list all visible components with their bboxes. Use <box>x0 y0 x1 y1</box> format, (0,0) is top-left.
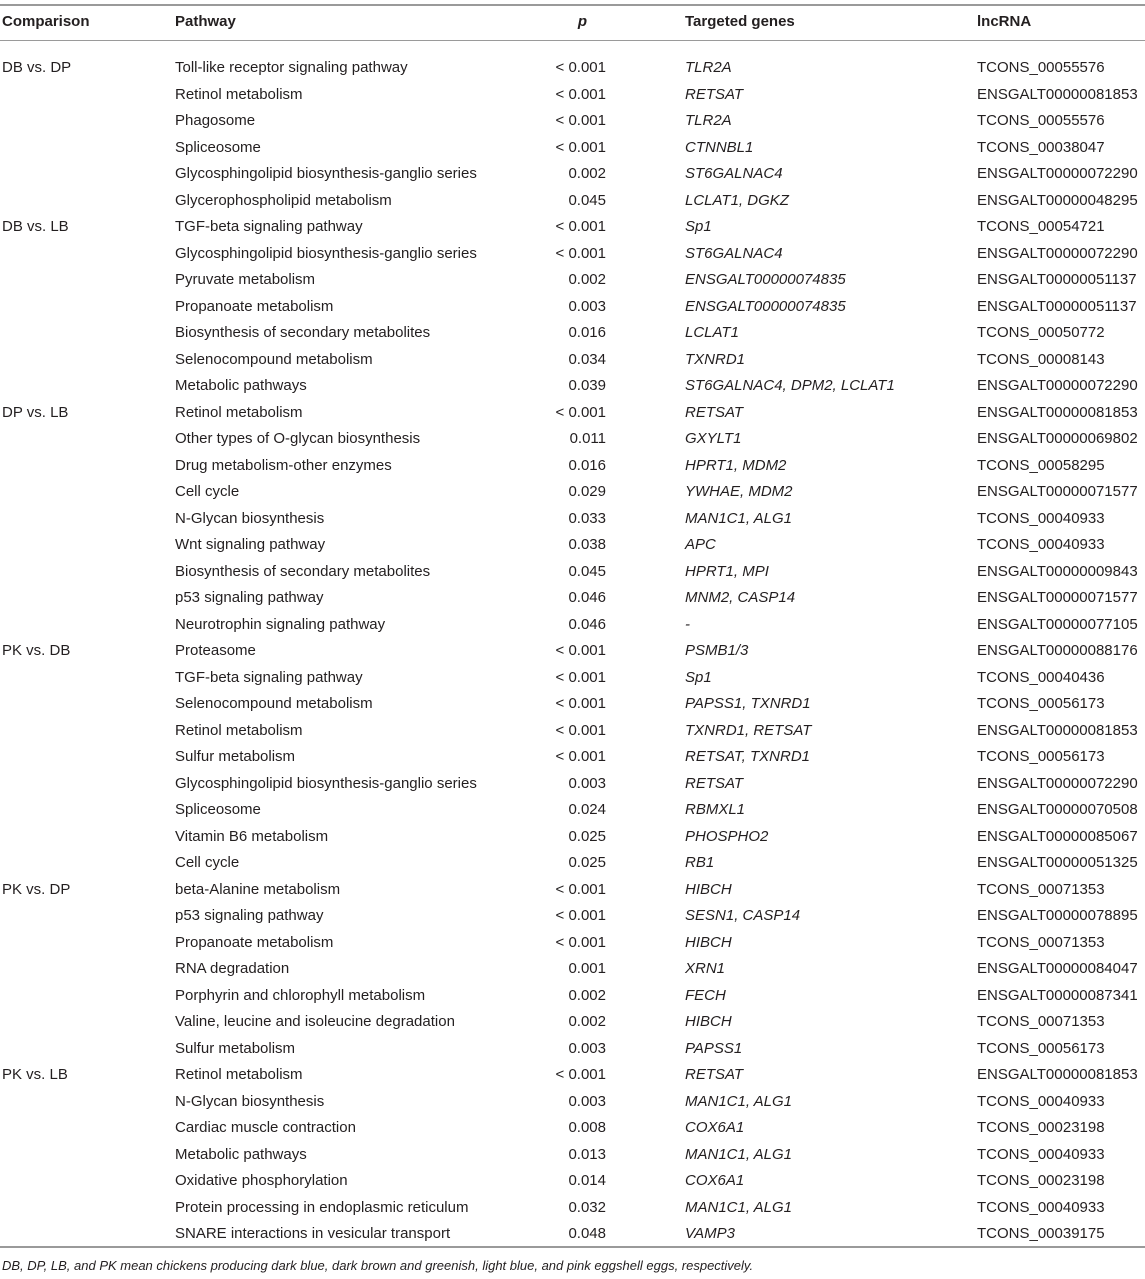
cell-pathway: Biosynthesis of secondary metabolites <box>175 562 431 580</box>
cell-p-value: 0.045 <box>568 562 606 580</box>
cell-targeted-genes: SESN1, CASP14 <box>685 907 801 924</box>
table-row <box>0 1089 1145 1116</box>
cell-pathway: Sulfur metabolism <box>175 748 296 765</box>
cell-comparison: DB vs. DP <box>2 59 72 76</box>
table-row <box>0 1142 1145 1169</box>
cell-pathway: Biosynthesis of secondary metabolites <box>175 324 431 341</box>
cell-p-value: 0.046 <box>568 589 606 606</box>
cell-lncrna: TCONS_00023198 <box>977 1172 1105 1189</box>
cell-targeted-genes: RB1 <box>685 854 715 871</box>
cell-pathway: Spliceosome <box>175 138 261 156</box>
cell-p-value: 0.024 <box>568 801 606 818</box>
cell-lncrna: ENSGALT00000072290 <box>977 244 1138 262</box>
cell-p-value: < 0.001 <box>555 112 606 129</box>
cell-lncrna: ENSGALT00000085067 <box>977 827 1138 845</box>
cell-p-value: 0.034 <box>568 350 606 368</box>
cell-pathway: Oxidative phosphorylation <box>175 1172 348 1189</box>
cell-p-value: 0.033 <box>568 509 606 527</box>
cell-p-value: 0.002 <box>568 165 606 182</box>
cell-targeted-genes: APC <box>685 536 716 553</box>
cell-p-value: 0.002 <box>568 1013 606 1030</box>
table-row <box>0 532 1145 559</box>
cell-targeted-genes: Sp1 <box>685 218 712 235</box>
cell-targeted-genes: ENSGALT00000074835 <box>685 271 846 288</box>
cell-p-value: < 0.001 <box>555 642 606 659</box>
cell-targeted-genes: PAPSS1 <box>685 1039 743 1057</box>
cell-lncrna: TCONS_00040933 <box>977 509 1105 527</box>
cell-pathway: Selenocompound metabolism <box>175 695 373 712</box>
cell-pathway: Propanoate metabolism <box>175 297 334 315</box>
cell-pathway: Pyruvate metabolism <box>175 271 316 288</box>
cell-pathway: Drug metabolism-other enzymes <box>175 456 392 474</box>
table-row <box>0 1009 1145 1036</box>
table-row <box>0 850 1145 877</box>
cell-pathway: Glycosphingolipid biosynthesis-ganglio series <box>175 244 477 262</box>
cell-targeted-genes: RETSAT <box>685 774 744 792</box>
cell-lncrna: ENSGALT00000051137 <box>977 297 1137 315</box>
cell-targeted-genes: CTNNBL1 <box>685 138 754 156</box>
cell-targeted-genes: GXYLT1 <box>685 430 742 447</box>
cell-p-value: 0.003 <box>568 297 606 315</box>
cell-targeted-genes: YWHAE, MDM2 <box>685 483 793 500</box>
cell-pathway: Selenocompound metabolism <box>175 350 373 368</box>
cell-pathway: Retinol metabolism <box>175 1066 303 1083</box>
cell-lncrna: TCONS_00058295 <box>977 456 1105 474</box>
cell-p-value: < 0.001 <box>555 138 606 156</box>
table-row <box>0 373 1145 400</box>
table-row <box>0 161 1145 188</box>
cell-pathway: Propanoate metabolism <box>175 933 334 951</box>
cell-lncrna: ENSGALT00000072290 <box>977 165 1138 182</box>
cell-pathway: Wnt signaling pathway <box>175 536 326 553</box>
cell-targeted-genes: - <box>685 615 690 633</box>
cell-pathway: Spliceosome <box>175 801 261 818</box>
cell-pathway: Retinol metabolism <box>175 85 303 103</box>
cell-pathway: Toll-like receptor signaling pathway <box>175 59 408 76</box>
cell-p-value: < 0.001 <box>555 880 606 898</box>
cell-targeted-genes: LCLAT1, DGKZ <box>685 191 789 209</box>
cell-p-value: 0.025 <box>568 854 606 871</box>
cell-lncrna: ENSGALT00000072290 <box>977 377 1138 394</box>
cell-lncrna: TCONS_00055576 <box>977 112 1105 129</box>
cell-pathway: Metabolic pathways <box>175 1145 307 1163</box>
cell-pathway: Phagosome <box>175 112 256 129</box>
table-row <box>0 824 1145 851</box>
cell-pathway: SNARE interactions in vesicular transport <box>175 1225 451 1242</box>
table-header <box>0 13 1145 37</box>
table-row <box>0 188 1145 215</box>
cell-p-value: 0.016 <box>568 456 606 474</box>
cell-pathway: N-Glycan biosynthesis <box>175 509 325 527</box>
cell-pathway: Retinol metabolism <box>175 721 303 739</box>
cell-targeted-genes: MNM2, CASP14 <box>685 589 796 606</box>
cell-pathway: Metabolic pathways <box>175 377 307 394</box>
cell-p-value: 0.039 <box>568 377 606 394</box>
cell-comparison: PK vs. DB <box>2 642 71 659</box>
cell-lncrna: ENSGALT00000009843 <box>977 562 1138 580</box>
cell-lncrna: TCONS_00055576 <box>977 59 1105 76</box>
cell-pathway: Glycosphingolipid biosynthesis-ganglio series <box>175 165 477 182</box>
cell-lncrna: TCONS_00056173 <box>977 695 1105 712</box>
table-header-rule <box>0 40 1145 41</box>
cell-targeted-genes: COX6A1 <box>685 1119 745 1136</box>
cell-p-value: 0.046 <box>568 615 606 633</box>
cell-lncrna: ENSGALT00000077105 <box>977 615 1138 633</box>
cell-lncrna: ENSGALT00000081853 <box>977 85 1138 103</box>
cell-targeted-genes: MAN1C1, ALG1 <box>685 509 792 527</box>
table-row <box>0 320 1145 347</box>
table-footnote: DB, DP, LB, and PK mean chickens producing dark blue, dark brown and greenish, light blue, and pink eggshell eggs, respectively. <box>2 1258 754 1273</box>
cell-targeted-genes: FECH <box>685 986 726 1004</box>
cell-targeted-genes: TXNRD1 <box>685 350 746 368</box>
cell-targeted-genes: COX6A1 <box>685 1172 745 1189</box>
cell-pathway: beta-Alanine metabolism <box>175 880 341 898</box>
cell-pathway: Glycerophospholipid metabolism <box>175 191 392 209</box>
cell-p-value: 0.032 <box>568 1198 606 1216</box>
table-row <box>0 108 1145 135</box>
cell-pathway: N-Glycan biosynthesis <box>175 1092 325 1110</box>
cell-p-value: < 0.001 <box>555 403 606 421</box>
cell-p-value: < 0.001 <box>555 748 606 765</box>
cell-p-value: 0.048 <box>568 1225 606 1242</box>
table-row <box>0 479 1145 506</box>
table-row <box>0 930 1145 957</box>
cell-lncrna: ENSGALT00000071577 <box>977 589 1138 606</box>
cell-lncrna: TCONS_00040933 <box>977 1092 1105 1110</box>
cell-p-value: 0.001 <box>568 960 606 977</box>
cell-p-value: 0.003 <box>568 774 606 792</box>
table-body <box>0 55 1145 1248</box>
table-row <box>0 267 1145 294</box>
cell-targeted-genes: MAN1C1, ALG1 <box>685 1145 792 1163</box>
cell-pathway: Proteasome <box>175 642 256 659</box>
table-row <box>0 559 1145 586</box>
cell-targeted-genes: VAMP3 <box>685 1225 736 1242</box>
cell-p-value: < 0.001 <box>555 695 606 712</box>
table-row <box>0 983 1145 1010</box>
table-row <box>0 956 1145 983</box>
cell-lncrna: TCONS_00071353 <box>977 880 1105 898</box>
cell-p-value: 0.014 <box>568 1172 606 1189</box>
table-row <box>0 400 1145 427</box>
table-top-rule <box>0 4 1145 6</box>
cell-p-value: < 0.001 <box>555 218 606 235</box>
cell-comparison: DB vs. LB <box>2 218 69 235</box>
cell-lncrna: TCONS_00071353 <box>977 1013 1105 1030</box>
cell-lncrna: TCONS_00038047 <box>977 138 1105 156</box>
cell-p-value: 0.025 <box>568 827 606 845</box>
cell-pathway: TGF-beta signaling pathway <box>175 218 363 235</box>
cell-targeted-genes: HPRT1, MDM2 <box>685 456 787 474</box>
cell-targeted-genes: TLR2A <box>685 112 732 129</box>
cell-targeted-genes: ST6GALNAC4 <box>685 165 783 182</box>
table-row <box>0 1115 1145 1142</box>
cell-lncrna: ENSGALT00000051137 <box>977 271 1137 288</box>
table-row <box>0 797 1145 824</box>
cell-pathway: Other types of O-glycan biosynthesis <box>175 430 421 447</box>
cell-lncrna: ENSGALT00000081853 <box>977 1066 1138 1083</box>
cell-targeted-genes: RBMXL1 <box>685 801 746 818</box>
cell-pathway: Glycosphingolipid biosynthesis-ganglio series <box>175 774 477 792</box>
cell-targeted-genes: XRN1 <box>685 960 726 977</box>
table-row <box>0 426 1145 453</box>
cell-comparison: DP vs. LB <box>2 403 69 421</box>
cell-targeted-genes: HIBCH <box>685 933 732 951</box>
table-row <box>0 241 1145 268</box>
cell-pathway: Sulfur metabolism <box>175 1039 296 1057</box>
cell-comparison: PK vs. DP <box>2 880 71 898</box>
cell-lncrna: TCONS_00040933 <box>977 1198 1105 1216</box>
cell-targeted-genes: ST6GALNAC4, DPM2, LCLAT1 <box>685 377 895 394</box>
cell-lncrna: ENSGALT00000081853 <box>977 403 1138 421</box>
table-row <box>0 1036 1145 1063</box>
cell-p-value: 0.002 <box>568 271 606 288</box>
cell-lncrna: ENSGALT00000069802 <box>977 430 1138 447</box>
cell-targeted-genes: RETSAT <box>685 1066 744 1083</box>
header-targeted-genes: Targeted genes <box>685 13 795 30</box>
cell-p-value: < 0.001 <box>555 59 606 76</box>
cell-lncrna: TCONS_00040436 <box>977 668 1105 686</box>
table-row <box>0 506 1145 533</box>
cell-pathway: Cell cycle <box>175 854 240 871</box>
cell-p-value: < 0.001 <box>555 668 606 686</box>
table-row <box>0 294 1145 321</box>
cell-targeted-genes: PAPSS1, TXNRD1 <box>685 695 811 712</box>
cell-pathway: Valine, leucine and isoleucine degradation <box>175 1013 455 1030</box>
table-row <box>0 1062 1145 1089</box>
table-row <box>0 1221 1145 1248</box>
cell-lncrna: TCONS_00040933 <box>977 536 1105 553</box>
cell-lncrna: TCONS_00054721 <box>977 218 1105 235</box>
cell-lncrna: ENSGALT00000078895 <box>977 907 1138 924</box>
cell-targeted-genes: Sp1 <box>685 668 712 686</box>
table-row <box>0 612 1145 639</box>
cell-targeted-genes: RETSAT <box>685 85 744 103</box>
table-row <box>0 453 1145 480</box>
header-pathway: Pathway <box>175 13 236 30</box>
cell-lncrna: TCONS_00023198 <box>977 1119 1105 1136</box>
table-row <box>0 1195 1145 1222</box>
cell-targeted-genes: MAN1C1, ALG1 <box>685 1092 792 1110</box>
table-row <box>0 903 1145 930</box>
table-row <box>0 877 1145 904</box>
cell-lncrna: TCONS_00071353 <box>977 933 1105 951</box>
cell-pathway: RNA degradation <box>175 960 290 977</box>
cell-p-value: < 0.001 <box>555 721 606 739</box>
table-row <box>0 691 1145 718</box>
cell-lncrna: TCONS_00050772 <box>977 324 1105 341</box>
table-row <box>0 744 1145 771</box>
cell-lncrna: ENSGALT00000070508 <box>977 801 1138 818</box>
cell-pathway: p53 signaling pathway <box>175 907 324 924</box>
cell-comparison: PK vs. LB <box>2 1066 68 1083</box>
table-row <box>0 665 1145 692</box>
header-p: p <box>577 13 587 30</box>
cell-p-value: 0.002 <box>568 986 606 1004</box>
cell-lncrna: TCONS_00056173 <box>977 1039 1105 1057</box>
cell-lncrna: TCONS_00040933 <box>977 1145 1105 1163</box>
table-row <box>0 1168 1145 1195</box>
cell-pathway: Neurotrophin signaling pathway <box>175 615 386 633</box>
header-lncrna: lncRNA <box>977 13 1032 30</box>
cell-p-value: 0.038 <box>568 536 606 553</box>
cell-targeted-genes: MAN1C1, ALG1 <box>685 1198 792 1216</box>
cell-targeted-genes: TLR2A <box>685 59 732 76</box>
cell-targeted-genes: PSMB1/3 <box>685 642 749 659</box>
cell-lncrna: ENSGALT00000088176 <box>977 642 1138 659</box>
cell-p-value: 0.029 <box>568 483 606 500</box>
table-row <box>0 135 1145 162</box>
cell-targeted-genes: RETSAT, TXNRD1 <box>685 748 811 765</box>
cell-pathway: TGF-beta signaling pathway <box>175 668 363 686</box>
table-bottom-rule <box>0 1246 1145 1248</box>
cell-p-value: < 0.001 <box>555 907 606 924</box>
cell-p-value: < 0.001 <box>555 1066 606 1083</box>
cell-lncrna: ENSGALT00000048295 <box>977 191 1138 209</box>
cell-pathway: p53 signaling pathway <box>175 589 324 606</box>
cell-targeted-genes: PHOSPHO2 <box>685 827 769 845</box>
cell-pathway: Retinol metabolism <box>175 403 303 421</box>
cell-p-value: 0.003 <box>568 1092 606 1110</box>
cell-pathway: Porphyrin and chlorophyll metabolism <box>175 986 426 1004</box>
cell-p-value: 0.016 <box>568 324 606 341</box>
cell-targeted-genes: RETSAT <box>685 403 744 421</box>
cell-p-value: 0.013 <box>568 1145 606 1163</box>
cell-targeted-genes: TXNRD1, RETSAT <box>685 721 812 739</box>
cell-lncrna: ENSGALT00000071577 <box>977 483 1138 500</box>
cell-p-value: 0.011 <box>569 430 606 447</box>
cell-lncrna: ENSGALT00000087341 <box>977 986 1138 1004</box>
cell-p-value: 0.008 <box>568 1119 606 1136</box>
cell-lncrna: ENSGALT00000084047 <box>977 960 1138 977</box>
cell-targeted-genes: ENSGALT00000074835 <box>685 297 846 315</box>
cell-p-value: < 0.001 <box>555 85 606 103</box>
cell-targeted-genes: ST6GALNAC4 <box>685 244 783 262</box>
table-row <box>0 82 1145 109</box>
cell-p-value: 0.003 <box>568 1039 606 1057</box>
cell-lncrna: ENSGALT00000072290 <box>977 774 1138 792</box>
cell-lncrna: TCONS_00008143 <box>977 350 1105 368</box>
table-row <box>0 718 1145 745</box>
cell-p-value: < 0.001 <box>555 244 606 262</box>
header-comparison: Comparison <box>2 13 90 30</box>
table-row <box>0 214 1145 241</box>
table-row <box>0 638 1145 665</box>
table-row <box>0 771 1145 798</box>
cell-lncrna: TCONS_00056173 <box>977 748 1105 765</box>
table-row <box>0 55 1145 82</box>
cell-pathway: Protein processing in endoplasmic reticulum <box>175 1198 469 1216</box>
cell-targeted-genes: HIBCH <box>685 1013 732 1030</box>
cell-pathway: Cell cycle <box>175 483 240 500</box>
cell-targeted-genes: LCLAT1 <box>685 324 739 341</box>
cell-pathway: Cardiac muscle contraction <box>175 1119 356 1136</box>
table-row <box>0 585 1145 612</box>
table-row <box>0 347 1145 374</box>
cell-targeted-genes: HPRT1, MPI <box>685 562 769 580</box>
cell-lncrna: TCONS_00039175 <box>977 1225 1105 1242</box>
cell-pathway: Vitamin B6 metabolism <box>175 827 329 845</box>
cell-lncrna: ENSGALT00000051325 <box>977 854 1138 871</box>
cell-targeted-genes: HIBCH <box>685 880 732 898</box>
cell-lncrna: ENSGALT00000081853 <box>977 721 1138 739</box>
cell-p-value: 0.045 <box>568 191 606 209</box>
cell-p-value: < 0.001 <box>555 933 606 951</box>
